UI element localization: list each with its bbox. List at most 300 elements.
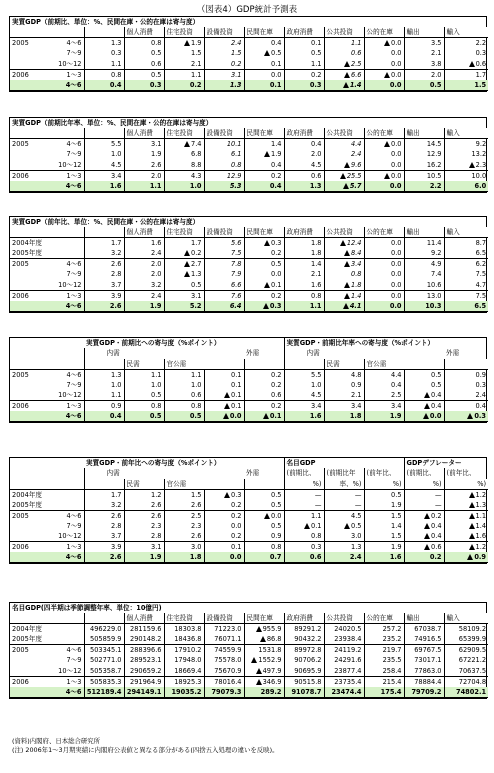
table-cell: 0.6 bbox=[324, 48, 364, 59]
table-cell: 4.5 bbox=[284, 390, 324, 401]
table-cell: 23735.4 bbox=[324, 676, 364, 687]
table-cell: 1.6 bbox=[364, 552, 404, 563]
table-cell: 4～6 bbox=[46, 687, 84, 698]
table-cell: 2.8 bbox=[124, 531, 164, 542]
table-cell: — bbox=[284, 489, 324, 500]
table-cell: 0.5 bbox=[404, 369, 444, 380]
table-cell: 90432.2 bbox=[284, 634, 324, 645]
table-cell: 3.4 bbox=[324, 259, 364, 270]
table-row bbox=[10, 542, 488, 553]
table-caption: 実質GDP（前期比、単位：%、民間在庫・公的在庫は寄与度） bbox=[12, 18, 200, 26]
table-cell: 291964.9 bbox=[124, 676, 164, 687]
table-cell: 7.9 bbox=[204, 269, 244, 280]
triangle-up-icon bbox=[263, 413, 269, 419]
table-cell: 1.9 bbox=[364, 411, 404, 422]
column-header: 住宅投資 bbox=[164, 128, 204, 139]
table-cell: 内需 bbox=[284, 348, 404, 359]
table-cell: 2.4 bbox=[124, 248, 164, 259]
table-cell: 0.1 bbox=[204, 380, 244, 391]
table-cell: 1.2 bbox=[124, 489, 164, 500]
table-cell: 7.5 bbox=[204, 248, 244, 259]
triangle-up-icon bbox=[344, 261, 350, 267]
table-cell bbox=[46, 613, 84, 624]
triangle-up-icon bbox=[256, 626, 262, 632]
table-cell: 1.1 bbox=[284, 510, 324, 521]
table-row bbox=[10, 69, 488, 80]
triangle-up-icon bbox=[264, 151, 270, 157]
table-cell: 24291.6 bbox=[324, 655, 364, 666]
table-row bbox=[10, 676, 488, 687]
table-cell bbox=[10, 80, 46, 91]
table-cell: 1.7 bbox=[164, 238, 204, 249]
triangle-up-icon bbox=[469, 162, 475, 168]
column-header: 個人消費 bbox=[124, 27, 164, 38]
table-cell: 6.5 bbox=[444, 301, 488, 312]
table-cell: 0.4 bbox=[404, 390, 444, 401]
table-cell: 0.8 bbox=[324, 269, 364, 280]
table-cell: 14.5 bbox=[404, 139, 444, 150]
table-cell: 2.4 bbox=[324, 552, 364, 563]
table-cell: 2.3 bbox=[444, 160, 488, 171]
table-row bbox=[10, 181, 488, 192]
table-cell: — bbox=[404, 489, 444, 500]
table-cell: 1.3 bbox=[444, 500, 488, 511]
table-cell: 0.4 bbox=[444, 401, 488, 412]
table-cell: 2.4 bbox=[324, 149, 364, 160]
table-cell: 0.9 bbox=[444, 369, 488, 380]
table-cell: 76071.1 bbox=[204, 634, 244, 645]
table-cell: 5.7 bbox=[324, 181, 364, 192]
table-cell: 0.9 bbox=[84, 401, 124, 412]
table-cell: 2.6 bbox=[124, 500, 164, 511]
triangle-up-icon bbox=[469, 492, 475, 498]
table-cell: 1.1 bbox=[164, 369, 204, 380]
table-cell bbox=[10, 468, 46, 479]
table-cell: 289.2 bbox=[244, 687, 284, 698]
table-cell: 0.9 bbox=[324, 380, 364, 391]
table-cell: 2.6 bbox=[84, 301, 124, 312]
table-cell: 2.6 bbox=[84, 552, 124, 563]
table-cell: 78016.4 bbox=[204, 676, 244, 687]
table-cell: 0.0 bbox=[364, 259, 404, 270]
table-cell bbox=[404, 359, 444, 370]
table-cell bbox=[46, 348, 84, 359]
table-cell: 0.0 bbox=[364, 301, 404, 312]
table-cell: 4.4 bbox=[324, 139, 364, 150]
table-row bbox=[10, 139, 488, 150]
table-cell: 73017.1 bbox=[404, 655, 444, 666]
table-cell: 79079.3 bbox=[204, 687, 244, 698]
table-yoy bbox=[9, 216, 487, 313]
table-cell: 内需 bbox=[84, 348, 204, 359]
table-cell: 4～6 bbox=[46, 301, 84, 312]
table-cell: 89972.8 bbox=[284, 645, 324, 656]
table-cell: 1.0 bbox=[164, 181, 204, 192]
table-cell: 1.9 bbox=[124, 552, 164, 563]
table-cell: — bbox=[324, 500, 364, 511]
table-cell bbox=[404, 348, 444, 359]
table-cell: 0.8 bbox=[204, 160, 244, 171]
table-cell: 4～6 bbox=[66, 646, 82, 654]
table-cell: 2006 bbox=[12, 402, 29, 410]
table-cell: 2.1 bbox=[284, 269, 324, 280]
triangle-up-icon bbox=[224, 492, 230, 498]
table-cell: 4～6 bbox=[46, 181, 84, 192]
table-cell: 0.0 bbox=[364, 38, 404, 49]
table-cell bbox=[244, 359, 284, 370]
table-cell: 7.5 bbox=[444, 269, 488, 280]
table-cell: 0.9 bbox=[244, 531, 284, 542]
table-row bbox=[10, 38, 488, 49]
table-cell: 7～9 bbox=[66, 521, 82, 530]
table-cell: 2005 bbox=[12, 370, 29, 379]
column-header: 輸出 bbox=[404, 27, 444, 38]
triangle-up-icon bbox=[344, 523, 350, 529]
table-cell bbox=[10, 613, 46, 624]
table-row bbox=[10, 269, 488, 280]
table-cell: 0.5 bbox=[164, 280, 204, 291]
table-cell: 0.5 bbox=[124, 48, 164, 59]
table-caption: 名目GDP(四半期は季節調整年率、単位：10億円) bbox=[12, 604, 162, 612]
table-cell: 0.6 bbox=[244, 390, 284, 401]
table-cell: 0.5 bbox=[124, 69, 164, 80]
table-cell: 0.0 bbox=[364, 160, 404, 171]
table-cell: 69767.5 bbox=[404, 645, 444, 656]
table-cell bbox=[10, 149, 46, 160]
table-cell: 3.4 bbox=[364, 401, 404, 412]
table-cell: 1.6 bbox=[284, 280, 324, 291]
table-cell: 12.4 bbox=[324, 238, 364, 249]
table-cell: 79709.2 bbox=[404, 687, 444, 698]
table-cell: 1.0 bbox=[124, 380, 164, 391]
table-cell: 3.2 bbox=[84, 248, 124, 259]
table-cell: 0.2 bbox=[244, 170, 284, 181]
table-cell: 0.4 bbox=[244, 181, 284, 192]
table-cell: 10.0 bbox=[444, 170, 488, 181]
table-cell: 0.2 bbox=[244, 248, 284, 259]
table-cell: 25.5 bbox=[324, 170, 364, 181]
triangle-up-icon bbox=[344, 162, 350, 168]
table-cell: 78884.4 bbox=[404, 676, 444, 687]
table-cell: 90706.2 bbox=[284, 655, 324, 666]
table-cell: 6.1 bbox=[204, 149, 244, 160]
table-cell: 3.4 bbox=[84, 170, 124, 181]
table-cell: 1.8 bbox=[324, 280, 364, 291]
table-cell: 0.6 bbox=[404, 542, 444, 553]
table-cell: 0.0 bbox=[364, 269, 404, 280]
table-cell: 258.4 bbox=[364, 666, 404, 677]
table-cell: 9.2 bbox=[404, 248, 444, 259]
table-cell: 3.1 bbox=[124, 139, 164, 150]
table-cell: 1.3 bbox=[324, 542, 364, 553]
triangle-up-icon bbox=[263, 303, 269, 309]
table-row bbox=[10, 624, 488, 635]
triangle-up-icon bbox=[304, 523, 310, 529]
table-caption: 名目GDP bbox=[284, 458, 404, 468]
table-cell: 1.4 bbox=[364, 521, 404, 532]
table-cell bbox=[46, 468, 84, 479]
table-row bbox=[10, 80, 488, 91]
table-cell: 0.4 bbox=[404, 401, 444, 412]
table-cell: 3.5 bbox=[404, 38, 444, 49]
table-cell: 1.9 bbox=[364, 542, 404, 553]
table-cell: 1.4 bbox=[324, 290, 364, 301]
table-cell: 7～9 bbox=[66, 656, 82, 665]
table-cell: 1.4 bbox=[284, 259, 324, 270]
triangle-up-icon bbox=[264, 282, 270, 288]
table-cell: 2005年度 bbox=[10, 500, 46, 511]
table-row bbox=[10, 48, 488, 59]
triangle-up-icon bbox=[344, 61, 350, 67]
table-cell: 3.9 bbox=[84, 290, 124, 301]
table-cell bbox=[284, 359, 324, 370]
table-cell: 1.5 bbox=[364, 510, 404, 521]
table-cell: — bbox=[324, 489, 364, 500]
column-header: 輸入 bbox=[444, 613, 488, 624]
table-cell bbox=[84, 27, 124, 38]
table-cell: 505835.3 bbox=[84, 676, 124, 687]
table-cell: 175.4 bbox=[364, 687, 404, 698]
triangle-up-icon bbox=[344, 72, 350, 78]
table-cell: 1.8 bbox=[324, 411, 364, 422]
table-cell: 62909.5 bbox=[444, 645, 488, 656]
table-cell: 1～3 bbox=[66, 171, 82, 180]
table-cell: 0.2 bbox=[204, 500, 244, 511]
table-cell: 2.0 bbox=[124, 259, 164, 270]
table-cell: 4.4 bbox=[364, 369, 404, 380]
column-header: 住宅投資 bbox=[164, 27, 204, 38]
table-cell: 1.3 bbox=[284, 181, 324, 192]
table-cell bbox=[10, 666, 46, 677]
table-cell: 10～12 bbox=[46, 160, 84, 171]
table-cell: 4～6 bbox=[66, 370, 82, 379]
table-cell: 1.3 bbox=[204, 80, 244, 91]
table-cell: 8.4 bbox=[324, 248, 364, 259]
table-cell: 0.0 bbox=[364, 139, 404, 150]
table-cell: 6.6 bbox=[324, 69, 364, 80]
triangle-up-icon bbox=[343, 183, 349, 189]
table-cell: 86.8 bbox=[244, 634, 284, 645]
table-cell: 9.6 bbox=[324, 160, 364, 171]
table-cell: 1.8 bbox=[284, 248, 324, 259]
table-cell: 2005 bbox=[12, 646, 29, 654]
table-cell: 2.1 bbox=[324, 390, 364, 401]
triangle-up-icon bbox=[424, 403, 430, 409]
table-cell: 257.2 bbox=[364, 624, 404, 635]
table-cell: 0.5 bbox=[124, 411, 164, 422]
table-cell: 0.4 bbox=[284, 139, 324, 150]
table-cell: 5.2 bbox=[164, 301, 204, 312]
table-cell: 2006 bbox=[12, 677, 29, 686]
table-row bbox=[10, 531, 488, 542]
table-cell bbox=[204, 348, 244, 359]
triangle-up-icon bbox=[184, 141, 190, 147]
table-cell: 0.3 bbox=[444, 411, 488, 422]
table-cell: 0.1 bbox=[204, 369, 244, 380]
table-cell: 3.0 bbox=[164, 542, 204, 553]
table-cell: 0.7 bbox=[244, 552, 284, 563]
table-cell bbox=[10, 359, 46, 370]
table-cell: 0.2 bbox=[244, 380, 284, 391]
table-cell: 23877.4 bbox=[324, 666, 364, 677]
table-cell: 0.5 bbox=[324, 521, 364, 532]
triangle-up-icon bbox=[424, 392, 430, 398]
column-header: 輸入 bbox=[444, 227, 488, 238]
table-cell: 1.3 bbox=[164, 269, 204, 280]
table-cell: 1.0 bbox=[84, 149, 124, 160]
table-cell: 3.9 bbox=[84, 542, 124, 553]
table-cell bbox=[10, 59, 46, 70]
table-cell: 2004年度 bbox=[12, 239, 42, 247]
column-header: 個人消費 bbox=[124, 613, 164, 624]
table-cell bbox=[10, 655, 46, 666]
column-header: 個人消費 bbox=[124, 227, 164, 238]
table-cell: 0.4 bbox=[404, 531, 444, 542]
triangle-up-icon bbox=[469, 502, 475, 508]
triangle-up-icon bbox=[384, 40, 390, 46]
table-cell: 90515.8 bbox=[284, 676, 324, 687]
table-cell: 11.4 bbox=[404, 238, 444, 249]
triangle-up-icon bbox=[343, 82, 349, 88]
table-cell: 0.5 bbox=[364, 489, 404, 500]
table-cell: 2.3 bbox=[124, 521, 164, 532]
table-cell: — bbox=[284, 500, 324, 511]
table-cell: 1.9 bbox=[124, 149, 164, 160]
table-cell: 0.0 bbox=[364, 290, 404, 301]
table-cell: 16.2 bbox=[404, 160, 444, 171]
table-cell bbox=[204, 468, 244, 479]
table-cell: 2.8 bbox=[84, 521, 124, 532]
table-cell: %) bbox=[404, 479, 444, 490]
table-cell: 1.1 bbox=[284, 301, 324, 312]
table-cell: (前期比、 bbox=[404, 468, 444, 479]
table-cell: 75670.9 bbox=[204, 666, 244, 677]
table-cell: 10.5 bbox=[404, 170, 444, 181]
table-cell bbox=[10, 27, 46, 38]
table-cell: 2.2 bbox=[404, 181, 444, 192]
table-cell: 0.0 bbox=[364, 238, 404, 249]
table-cell: 1～3 bbox=[66, 402, 82, 410]
table-cell: 0.8 bbox=[284, 531, 324, 542]
table-cell: 346.9 bbox=[244, 676, 284, 687]
table-cell: 290659.2 bbox=[124, 666, 164, 677]
table-cell: 1.3 bbox=[84, 369, 124, 380]
table-row bbox=[10, 248, 488, 259]
table-cell: 3.7 bbox=[84, 280, 124, 291]
column-header: 民間在庫 bbox=[244, 227, 284, 238]
table-cell: 0.9 bbox=[444, 552, 488, 563]
table-row bbox=[10, 290, 488, 301]
column-header: 公共投資 bbox=[324, 27, 364, 38]
table-caption: 実質GDP・前年比への寄与度（%ポイント） bbox=[86, 459, 221, 467]
table-cell: 4～6 bbox=[66, 140, 82, 148]
table-cell: 0.0 bbox=[364, 280, 404, 291]
table-cell: 1.9 bbox=[124, 301, 164, 312]
table-row bbox=[10, 259, 488, 270]
table-cell: 2.3 bbox=[164, 521, 204, 532]
column-header: 民間在庫 bbox=[244, 128, 284, 139]
caveat-note: (注) 2006年1～3月期実績に内閣府公表値と異なる部分がある(四捨五入処理の違いを反映)。 bbox=[12, 746, 279, 754]
table-cell: 1.1 bbox=[124, 369, 164, 380]
table-cell: 民需 bbox=[324, 359, 364, 370]
page-title: （図表4）GDP統計予測表 bbox=[196, 5, 298, 15]
column-header: 公的在庫 bbox=[364, 613, 404, 624]
column-header: 政府消費 bbox=[284, 227, 324, 238]
table-cell: 0.1 bbox=[244, 80, 284, 91]
table-cell: 288396.6 bbox=[124, 645, 164, 656]
table-cell bbox=[204, 479, 244, 490]
table-cell bbox=[46, 338, 84, 348]
table-cell: 4.9 bbox=[404, 259, 444, 270]
table-contrib-qoq bbox=[9, 337, 487, 423]
table-cell: 19035.2 bbox=[164, 687, 204, 698]
table-cell: 219.7 bbox=[364, 645, 404, 656]
table-cell bbox=[84, 479, 124, 490]
table-cell: 13.2 bbox=[444, 149, 488, 160]
table-cell: 0.4 bbox=[364, 380, 404, 391]
table-cell bbox=[444, 359, 488, 370]
table-row bbox=[10, 301, 488, 312]
table-cell: 1.5 bbox=[204, 48, 244, 59]
table-cell: 235.5 bbox=[364, 655, 404, 666]
table-cell bbox=[10, 521, 46, 532]
table-cell: 0.2 bbox=[204, 510, 244, 521]
table-cell: 0.1 bbox=[204, 390, 244, 401]
table-cell: 1.7 bbox=[84, 489, 124, 500]
table-row bbox=[10, 238, 488, 249]
table-cell: 6.0 bbox=[444, 181, 488, 192]
table-cell: 0.3 bbox=[284, 542, 324, 553]
table-cell: 8.7 bbox=[444, 238, 488, 249]
table-cell: 3.8 bbox=[404, 59, 444, 70]
table-row bbox=[10, 170, 488, 181]
table-cell: 0.0 bbox=[364, 48, 404, 59]
column-header: 個人消費 bbox=[124, 128, 164, 139]
table-cell bbox=[46, 128, 84, 139]
table-cell: 24119.2 bbox=[324, 645, 364, 656]
table-saar bbox=[9, 117, 487, 193]
table-cell: 10～12 bbox=[46, 390, 84, 401]
table-cell: 7～9 bbox=[66, 150, 82, 159]
table-cell: 2005年度 bbox=[10, 248, 46, 259]
column-header: 設備投資 bbox=[204, 613, 244, 624]
table-cell: 官公需 bbox=[164, 479, 204, 490]
table-cell: 0.0 bbox=[244, 510, 284, 521]
table-cell: 13.0 bbox=[404, 290, 444, 301]
triangle-up-icon bbox=[424, 544, 430, 550]
table-caption: 実質GDP（前期比年率、単位：%、民間在庫・公的在庫は寄与度） bbox=[12, 119, 213, 127]
table-cell bbox=[46, 489, 84, 500]
table-cell: 18303.8 bbox=[164, 624, 204, 635]
table-cell: 7.5 bbox=[444, 290, 488, 301]
table-cell: 18436.8 bbox=[164, 634, 204, 645]
table-cell: 75578.0 bbox=[204, 655, 244, 666]
column-header: 住宅投資 bbox=[164, 613, 204, 624]
table-cell: 1.1 bbox=[164, 69, 204, 80]
table-cell: 0.8 bbox=[244, 542, 284, 553]
table-cell: 0.0 bbox=[204, 552, 244, 563]
table-cell bbox=[10, 227, 46, 238]
table-cell: 90695.9 bbox=[284, 666, 324, 677]
table-cell: 1.4 bbox=[324, 80, 364, 91]
table-cell: 1～3 bbox=[66, 291, 82, 300]
triangle-up-icon bbox=[340, 240, 346, 246]
table-cell: 10～12 bbox=[46, 531, 84, 542]
table-cell: 74559.9 bbox=[204, 645, 244, 656]
table-cell: 4.7 bbox=[444, 280, 488, 291]
table-cell: 74916.5 bbox=[404, 634, 444, 645]
column-header: 設備投資 bbox=[204, 227, 244, 238]
